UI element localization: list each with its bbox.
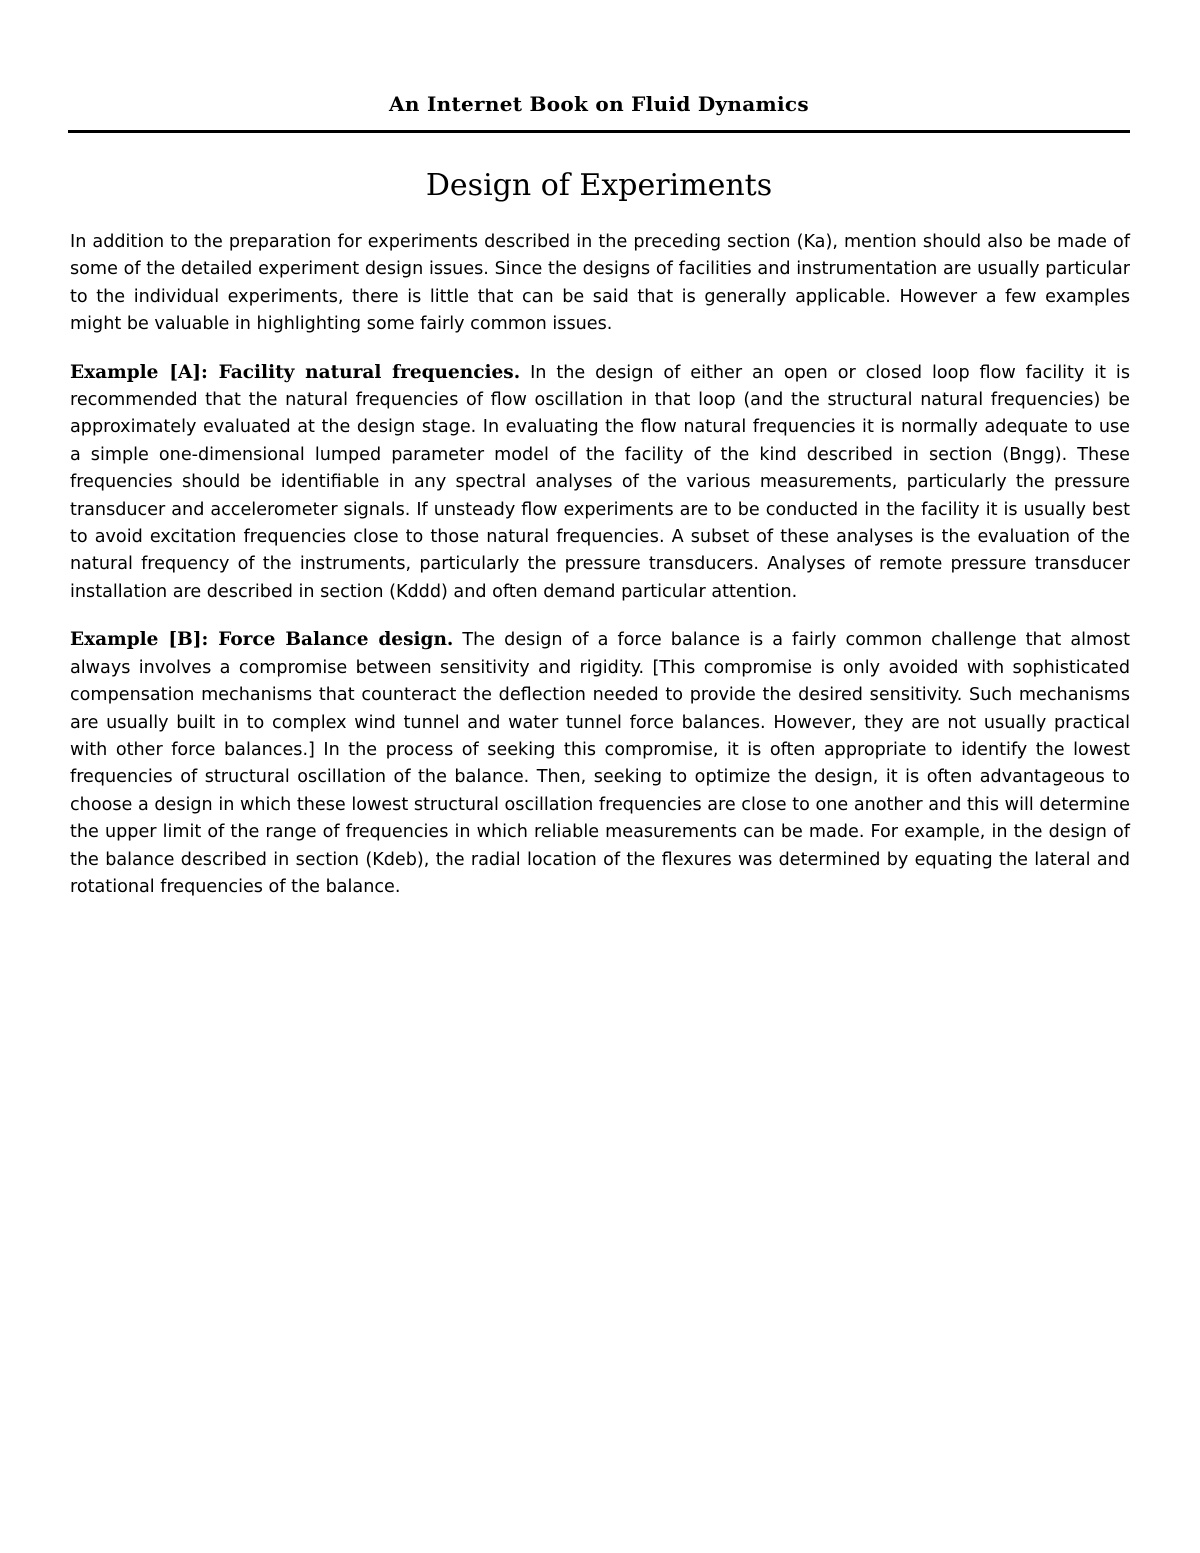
example-b-paragraph bbox=[70, 626, 1130, 901]
example-a-heading: Example [A]: Facility natural frequencies. bbox=[70, 361, 521, 383]
intro-paragraph: In addition to the preparation for experiments described in the preceding section (Ka), mention should also be made of some of the detailed experiment design issues. Since the designs of facilities and instrumentation are usually particular to the individual experiments, there is little that can be said that is generally applicable. However a few examples might be valuable in highlighting some fairly common issues. bbox=[70, 232, 1130, 335]
example-b-heading: Example [B]: Force Balance design. bbox=[70, 629, 454, 651]
header-divider bbox=[68, 130, 1130, 133]
document-body bbox=[70, 229, 1130, 921]
running-header: An Internet Book on Fluid Dynamics bbox=[389, 92, 809, 116]
example-b-text: The design of a force balance is a fairly common challenge that almost always involves a compromise between sensitivity and rigidity. [This compromise is only avoided with sophisticated compensation mechanisms that counteract the deflection needed to provide the desired sensitivity. Such mechanisms are usually built in to complex wind tunnel and water tunnel force balances. However, they are not usually practical with other force balances.] In the process of seeking this compromise, it is often appropriate to identify the lowest frequencies of structural oscillation of the balance. Then, seeking to optimize the design, it is often advantageous to choose a design in which these lowest structural oscillation frequencies are close to one another and this will determine the upper limit of the range of frequencies in which reliable measurements can be made. For example, in the design of the balance described in section (Kdeb), the radial location of the flexures was determined by equating the lateral and rotational frequencies of the balance. bbox=[70, 630, 1130, 897]
example-a-text: In the design of either an open or closed loop flow facility it is recommended that the natural frequencies of flow oscillation in that loop (and the structural natural frequencies) be approximately evaluated at the design stage. In evaluating the flow natural frequencies it is normally adequate to use a simple one-dimensional lumped parameter model of the facility of the kind described in section (Bngg). These frequencies should be identifiable in any spectral analyses of the various measurements, particularly the pressure transducer and accelerometer signals. If unsteady flow experiments are to be conducted in the facility it is usually best to avoid excitation frequencies close to those natural frequencies. A subset of these analyses is the evaluation of the natural frequency of the instruments, particularly the pressure transducers. Analyses of remote pressure transducer installation are described in section (Kddd) and often demand particular attention. bbox=[70, 362, 1130, 602]
page-title: Design of Experiments bbox=[425, 168, 773, 203]
example-a-paragraph bbox=[70, 359, 1130, 607]
